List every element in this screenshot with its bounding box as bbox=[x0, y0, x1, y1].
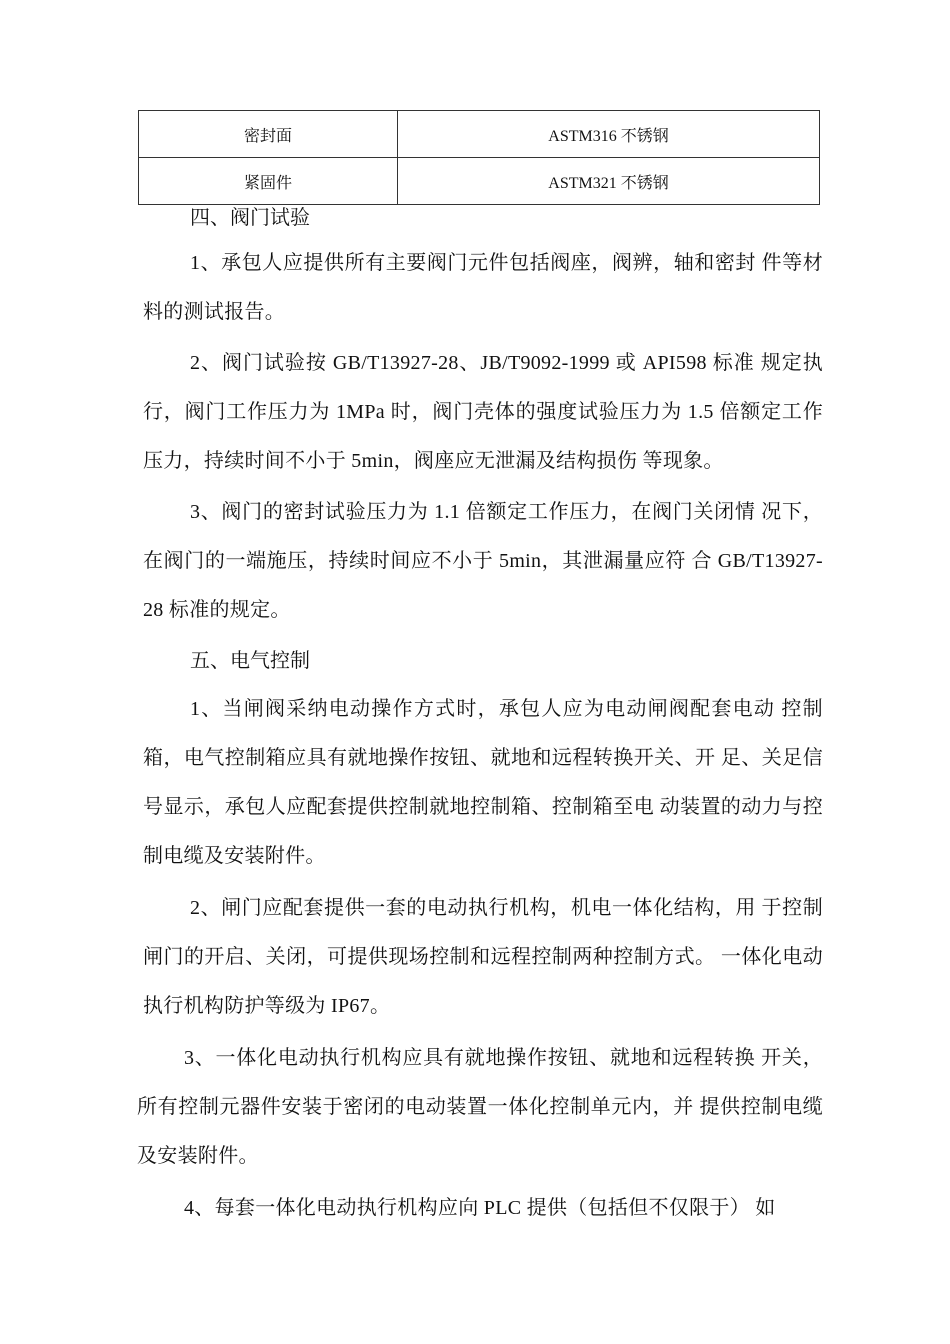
table-cell-part: 紧固件 bbox=[139, 158, 398, 205]
table-row bbox=[139, 158, 820, 205]
section-heading-valve-test: 四、阀门试验 bbox=[190, 207, 310, 229]
paragraph-electrical-4: 4、每套一体化电动执行机构应向 PLC 提供（包括但不仅限于） 如 bbox=[184, 1197, 776, 1219]
paragraph-valve-test-3: 3、阀门的密封试验压力为 1.1 倍额定工作压力，在阀门关闭情 况下，在阀门的一端施压，持续时间应不小于 5min，其泄漏量应符 合 GB/T13927-28 标准的规定。 bbox=[143, 501, 823, 621]
paragraph-valve-test-1: 1、承包人应提供所有主要阀门元件包括阀座，阀辨，轴和密封 件等材料的测试报告。 bbox=[143, 252, 823, 323]
section-heading-electrical-control: 五、电气控制 bbox=[190, 650, 310, 672]
paragraph-valve-test-2: 2、阀门试验按 GB/T13927-28、JB/T9092-1999 或 API598 标准 规定执行，阀门工作压力为 1MPa 时，阀门壳体的强度试验压力为 1.5 倍额定工作压力，持续时间不小于 5min，阀座应无泄漏及结构损伤 等现象。 bbox=[143, 352, 823, 472]
paragraph-electrical-3: 3、一体化电动执行机构应具有就地操作按钮、就地和远程转换 开关，所有控制元器件安装于密闭的电动装置一体化控制单元内，并 提供控制电缆及安装附件。 bbox=[137, 1047, 823, 1167]
table-cell-part: 密封面 bbox=[139, 111, 398, 158]
paragraph-electrical-1: 1、当闸阀采纳电动操作方式时，承包人应为电动闸阀配套电动 控制箱，电气控制箱应具有就地操作按钮、就地和远程转换开关、开 足、关足信号显示，承包人应配套提供控制就地控制箱、控制箱至电 动装置的动力与控制电缆及安装附件。 bbox=[143, 698, 823, 867]
paragraph-electrical-2: 2、闸门应配套提供一套的电动执行机构，机电一体化结构，用 于控制闸门的开启、关闭，可提供现场控制和远程控制两种控制方式。 一体化电动执行机构防护等级为 IP67。 bbox=[143, 897, 823, 1017]
table-cell-material: ASTM316 不锈钢 bbox=[398, 111, 820, 158]
material-table bbox=[138, 110, 820, 205]
table-row bbox=[139, 111, 820, 158]
table-cell-material: ASTM321 不锈钢 bbox=[398, 158, 820, 205]
